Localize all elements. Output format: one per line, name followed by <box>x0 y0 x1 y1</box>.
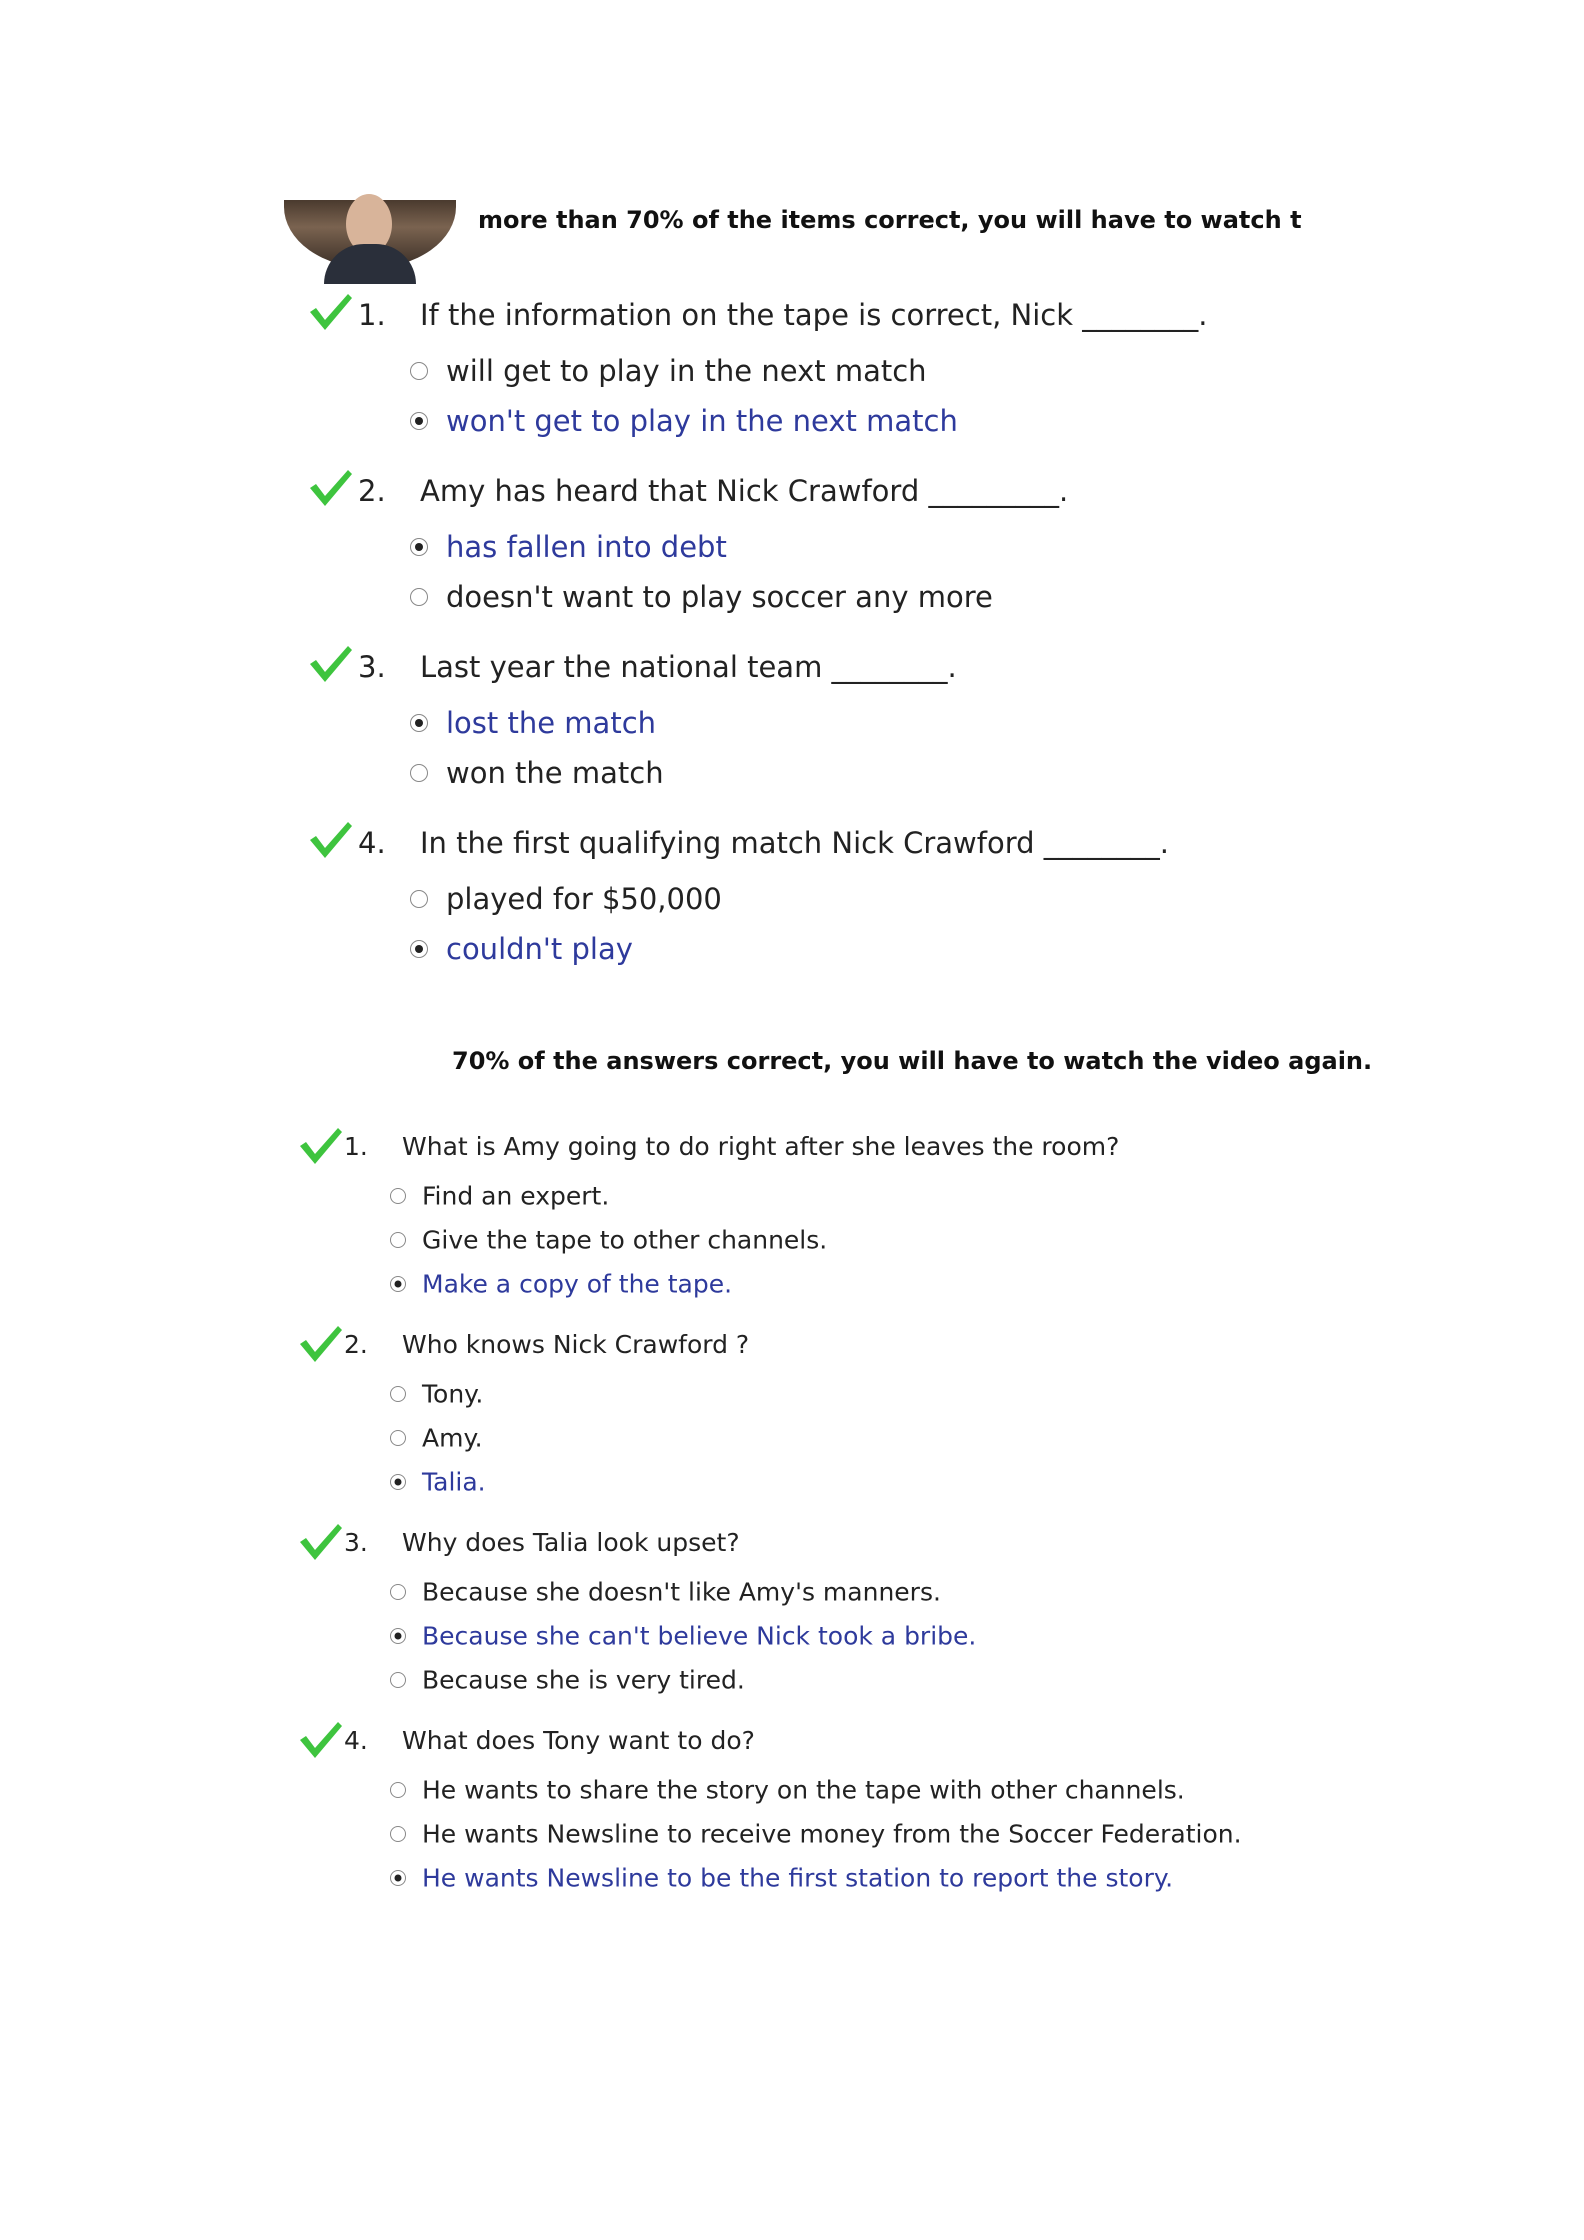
question-text: In the first qualifying match Nick Crawford ________. <box>420 826 1169 860</box>
answer-option-label: played for $50,000 <box>446 882 722 916</box>
answer-option[interactable] <box>390 1620 976 1651</box>
question-text: Last year the national team ________. <box>420 650 957 684</box>
answer-option-label: Because she doesn't like Amy's manners. <box>422 1577 941 1607</box>
instruction-banner: more than 70% of the items correct, you will have to watch t <box>478 206 1302 234</box>
answer-option[interactable] <box>390 1774 1185 1805</box>
question-number: 4. <box>344 1726 368 1755</box>
radio-button[interactable] <box>410 714 428 732</box>
instruction-banner-2: 70% of the answers correct, you will have to watch the video again. <box>452 1047 1373 1075</box>
answer-option[interactable] <box>390 1576 941 1607</box>
correct-check-icon <box>308 820 354 860</box>
correct-check-icon <box>308 292 354 332</box>
radio-button[interactable] <box>390 1386 406 1402</box>
answer-option[interactable] <box>410 528 727 564</box>
radio-button[interactable] <box>410 362 428 380</box>
question-number: 2. <box>344 1330 368 1359</box>
answer-option[interactable] <box>390 1466 486 1497</box>
answer-option-label: doesn't want to play soccer any more <box>446 580 993 614</box>
question-text: If the information on the tape is correct, Nick ________. <box>420 298 1208 332</box>
answer-option-label: He wants Newsline to be the first station to report the story. <box>422 1863 1174 1893</box>
correct-check-icon <box>308 644 354 684</box>
answer-option[interactable] <box>390 1422 483 1453</box>
radio-button[interactable] <box>410 412 428 430</box>
radio-button[interactable] <box>390 1474 406 1490</box>
radio-button[interactable] <box>390 1188 406 1204</box>
answer-option-label: Give the tape to other channels. <box>422 1225 828 1255</box>
radio-button[interactable] <box>390 1232 406 1248</box>
answer-option-label: Because she can't believe Nick took a bribe. <box>422 1621 977 1651</box>
avatar <box>284 200 456 268</box>
question-text: Who knows Nick Crawford ? <box>402 1330 750 1359</box>
radio-button[interactable] <box>390 1826 406 1842</box>
radio-button[interactable] <box>390 1672 406 1688</box>
radio-button[interactable] <box>410 940 428 958</box>
correct-check-icon <box>298 1126 344 1166</box>
answer-option[interactable] <box>390 1224 827 1255</box>
answer-option-label: has fallen into debt <box>446 530 727 564</box>
answer-option-label: Find an expert. <box>422 1181 610 1211</box>
answer-option[interactable] <box>390 1862 1173 1893</box>
radio-button[interactable] <box>390 1276 406 1292</box>
correct-check-icon <box>298 1720 344 1760</box>
question-text: Amy has heard that Nick Crawford _________. <box>420 474 1069 508</box>
answer-option[interactable] <box>390 1378 483 1409</box>
correct-check-icon <box>308 468 354 508</box>
answer-option[interactable] <box>390 1818 1242 1849</box>
radio-button[interactable] <box>410 538 428 556</box>
answer-option-label: Make a copy of the tape. <box>422 1269 733 1299</box>
answer-option-label: Tony. <box>422 1379 484 1409</box>
correct-check-icon <box>298 1522 344 1562</box>
radio-button[interactable] <box>410 890 428 908</box>
answer-option[interactable] <box>410 352 927 388</box>
answer-option-label: Because she is very tired. <box>422 1665 745 1695</box>
answer-option-label: Amy. <box>422 1423 483 1453</box>
answer-option[interactable] <box>410 578 993 614</box>
answer-option[interactable] <box>390 1268 732 1299</box>
answer-option-label: Talia. <box>422 1467 486 1497</box>
radio-button[interactable] <box>390 1584 406 1600</box>
radio-button[interactable] <box>410 764 428 782</box>
answer-option[interactable] <box>410 754 664 790</box>
radio-button[interactable] <box>390 1628 406 1644</box>
answer-option[interactable] <box>390 1180 609 1211</box>
answer-option-label: won't get to play in the next match <box>446 404 958 438</box>
question-number: 4. <box>358 826 386 860</box>
answer-option[interactable] <box>390 1664 745 1695</box>
answer-option-label: He wants to share the story on the tape with other channels. <box>422 1775 1185 1805</box>
question-number: 1. <box>344 1132 368 1161</box>
answer-option[interactable] <box>410 402 958 438</box>
question-number: 3. <box>344 1528 368 1557</box>
answer-option[interactable] <box>410 704 656 740</box>
radio-button[interactable] <box>390 1870 406 1886</box>
question-text: Why does Talia look upset? <box>402 1528 740 1557</box>
answer-option[interactable] <box>410 930 633 966</box>
answer-option-label: couldn't play <box>446 932 633 966</box>
answer-option-label: He wants Newsline to receive money from the Soccer Federation. <box>422 1819 1242 1849</box>
question-text: What is Amy going to do right after she leaves the room? <box>402 1132 1120 1161</box>
answer-option-label: will get to play in the next match <box>446 354 927 388</box>
answer-option-label: won the match <box>446 756 664 790</box>
answer-option[interactable] <box>410 880 722 916</box>
radio-button[interactable] <box>390 1430 406 1446</box>
question-number: 3. <box>358 650 386 684</box>
question-number: 1. <box>358 298 386 332</box>
question-text: What does Tony want to do? <box>402 1726 755 1755</box>
answer-option-label: lost the match <box>446 706 657 740</box>
correct-check-icon <box>298 1324 344 1364</box>
radio-button[interactable] <box>390 1782 406 1798</box>
radio-button[interactable] <box>410 588 428 606</box>
question-number: 2. <box>358 474 386 508</box>
